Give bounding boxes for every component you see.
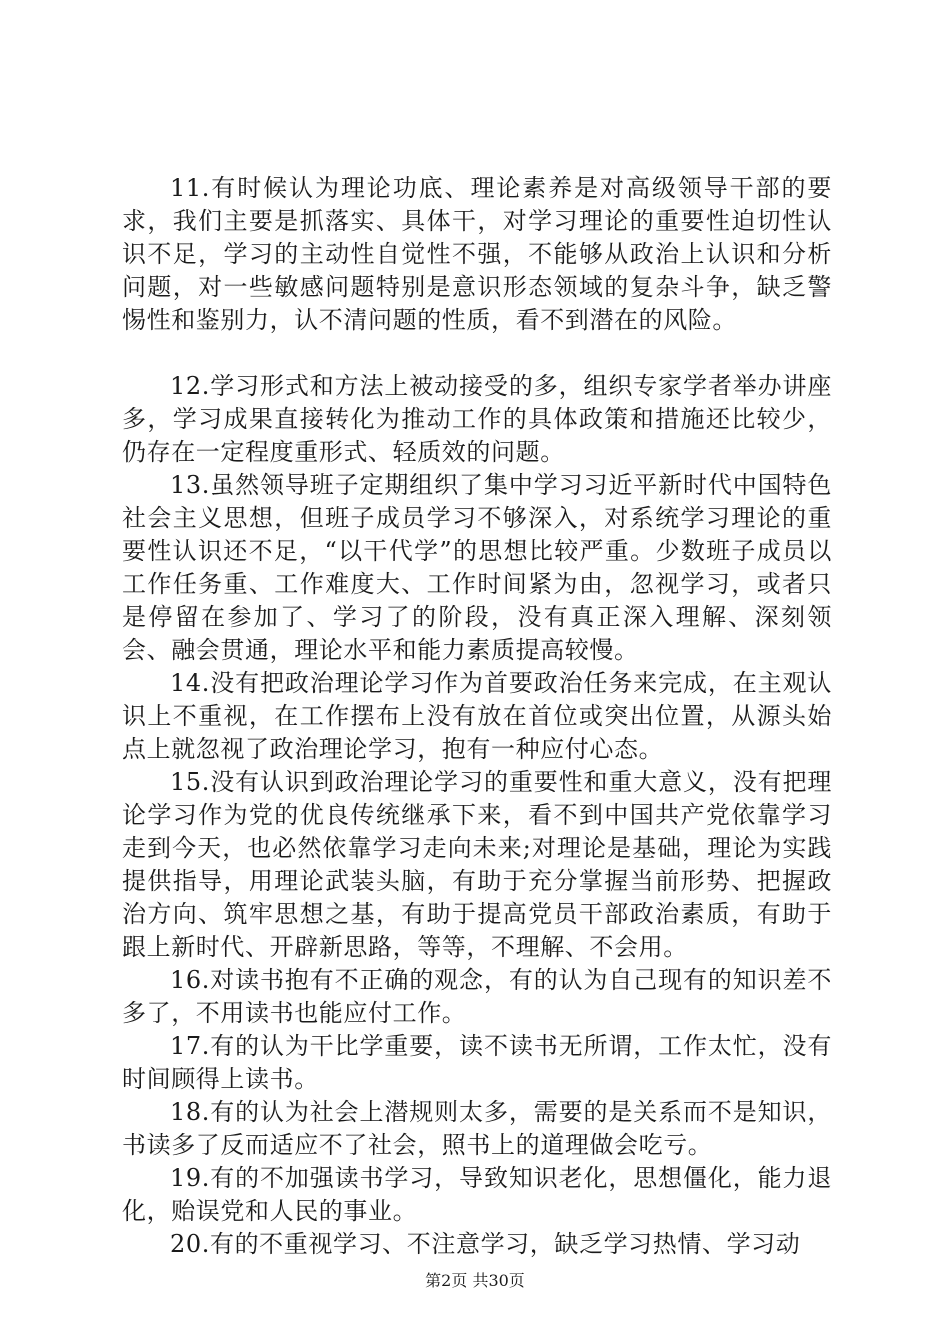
paragraph-18: 18.有的认为社会上潜规则太多，需要的是关系而不是知识，书读多了反而适应不了社会，照书上的道理做会吃亏。: [122, 1098, 832, 1159]
paragraph-15: 15.没有认识到政治理论学习的重要性和重大意义，没有把理论学习作为党的优良传统继承下来，看不到中国共产党依靠学习走到今天，也必然依靠学习走向未来;对理论是基础，理论为实践提供指导，用理论武装头脑，有助于充分掌握当前形势、把握政治方向、筑牢思想之基，有助于提高党员干部政治素质，有助于跟上新时代、开辟新思路，等等，不理解、不会用。: [122, 768, 832, 961]
paragraph-16: 16.对读书抱有不正确的观念，有的认为自己现有的知识差不多了，不用读书也能应付工作。: [122, 966, 832, 1027]
paragraph-12: 12.学习形式和方法上被动接受的多，组织专家学者举办讲座多，学习成果直接转化为推动工作的具体政策和措施还比较少，仍存在一定程度重形式、轻质效的问题。: [122, 372, 832, 466]
paragraph-20: 20.有的不重视学习、不注意学习，缺乏学习热情、学习动: [170, 1230, 801, 1258]
paragraph-14: 14.没有把政治理论学习作为首要政治任务来完成，在主观认识上不重视，在工作摆布上没有放在首位或突出位置，从源头始点上就忽视了政治理论学习，抱有一种应付心态。: [122, 669, 832, 763]
document-body: [122, 172, 832, 1261]
paragraph-11: 11.有时候认为理论功底、理论素养是对高级领导干部的要求，我们主要是抓落实、具体干，对学习理论的重要性迫切性认识不足，学习的主动性自觉性不强，不能够从政治上认识和分析问题，对一些敏感问题特别是意识形态领域的复杂斗争，缺乏警惕性和鉴别力，认不清问题的性质，看不到潜在的风险。: [122, 174, 832, 334]
page-number-footer: 第2页 共30页: [425, 1271, 525, 1290]
paragraph-13: 13.虽然领导班子定期组织了集中学习习近平新时代中国特色社会主义思想，但班子成员学习不够深入，对系统学习理论的重要性认识还不足，“以干代学”的思想比较严重。少数班子成员以工作任务重、工作难度大、工作时间紧为由，忽视学习，或者只是停留在参加了、学习了的阶段，没有真正深入理解、深刻领会、融会贯通，理论水平和能力素质提高较慢。: [122, 471, 832, 664]
paragraph-19: 19.有的不加强读书学习，导致知识老化，思想僵化，能力退化，贻误党和人民的事业。: [122, 1164, 832, 1225]
paragraph-17: 17.有的认为干比学重要，读不读书无所谓，工作太忙，没有时间顾得上读书。: [122, 1032, 832, 1093]
